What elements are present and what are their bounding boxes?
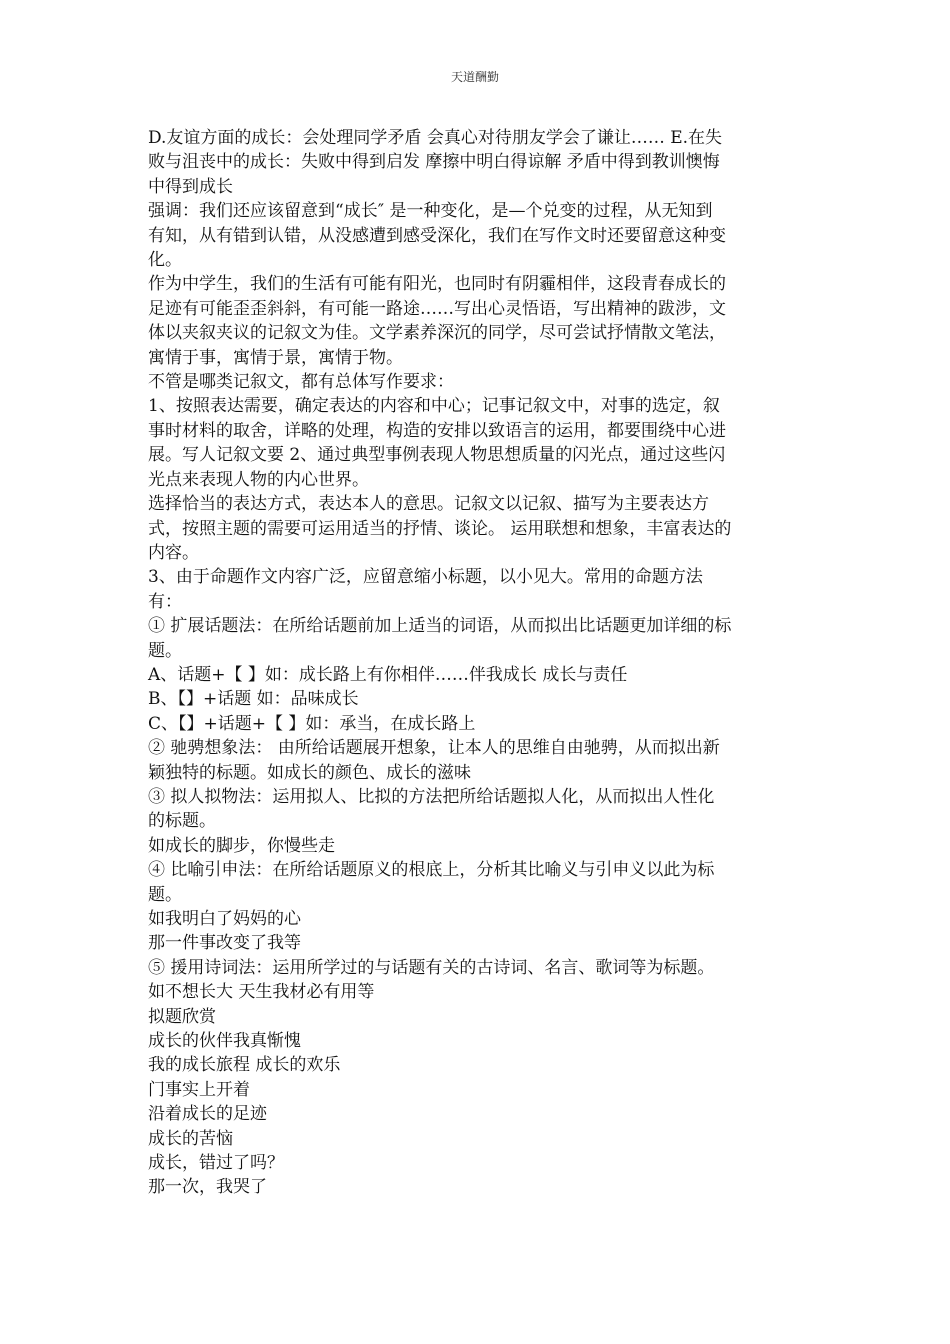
text-line: 门事实上开着 <box>148 1079 250 1100</box>
text-line: ⑤ 援用诗词法：运用所学过的与话题有关的古诗词、名言、歌词等为标题。 <box>148 957 715 978</box>
text-line: ① 扩展话题法：在所给话题前加上适当的词语，从而拟出比话题更加详细的标 <box>148 616 732 637</box>
text-line: 如不想长大 天生我材必有用等 <box>148 982 375 1003</box>
text-line: 题。 <box>148 640 182 661</box>
text-line: C、【】+话题+【 】如：承当，在成长路上 <box>148 713 476 734</box>
text-line: 中得到成长 <box>148 176 233 197</box>
text-line: 我的成长旅程 成长的欢乐 <box>148 1055 341 1076</box>
document-body <box>148 126 808 1200</box>
text-line: 不管是哪类记叙文，都有总体写作要求： <box>148 372 454 393</box>
text-line: 有知，从有错到认错，从没感遭到感受深化，我们在写作文时还要留意这种变 <box>148 225 726 246</box>
text-line: 题。 <box>148 884 182 905</box>
text-line: ④ 比喻引申法：在所给话题原义的根底上，分析其比喻义与引申义以此为标 <box>148 860 715 881</box>
text-line: 成长，错过了吗？ <box>148 1153 284 1174</box>
text-line: ② 驰骋想象法： 由所给话题展开想象，让本人的思维自由驰骋，从而拟出新 <box>148 738 720 759</box>
text-line: ③ 拟人拟物法：运用拟人、比拟的方法把所给话题拟人化，从而拟出人性化 <box>148 786 715 807</box>
text-line: 如成长的脚步，你慢些走 <box>148 835 335 856</box>
text-line: 3、由于命题作文内容广泛，应留意缩小标题，以小见大。常用的命题方法 <box>148 567 703 588</box>
text-line: 败与沮丧中的成长：失败中得到启发 摩擦中明白得谅解 矛盾中得到教训懊悔 <box>148 152 720 173</box>
page-header: 天道酬勤 <box>450 70 499 84</box>
text-line: 拟题欣赏 <box>148 1006 216 1027</box>
text-line: 那一件事改变了我等 <box>148 933 301 954</box>
text-line: 成长的伙伴我真惭愧 <box>148 1031 301 1052</box>
text-line: 1、按照表达需要，确定表达的内容和中心；记事记叙文中，对事的选定，叙 <box>148 396 720 417</box>
text-line: 事时材料的取舍，详略的处理，构造的安排以致语言的运用，都要围绕中心进 <box>148 420 726 441</box>
text-line: 光点来表现人物的内心世界。 <box>148 469 369 490</box>
text-line: 沿着成长的足迹 <box>148 1104 267 1125</box>
text-line: 有： <box>148 591 182 612</box>
text-line: 式，按照主题的需要可运用适当的抒情、谈论。 运用联想和想象，丰富表达的 <box>148 518 732 539</box>
text-line: 如我明白了妈妈的心 <box>148 909 301 929</box>
text-line: 体以夹叙夹议的记叙文为佳。文学素养深沉的同学，尽可尝试抒情散文笔法， <box>148 323 726 344</box>
text-line: 的标题。 <box>148 811 216 832</box>
text-line: 作为中学生，我们的生活有可能有阳光，也同时有阴霾相伴，这段青春成长的 <box>148 274 726 295</box>
text-line: 展。写人记叙文要 2、通过典型事例表现人物思想质量的闪光点，通过这些闪 <box>148 445 726 466</box>
text-line: D.友谊方面的成长：会处理同学矛盾 会真心对待朋友学会了谦让…… E.在失 <box>148 128 723 148</box>
text-line: 颖独特的标题。如成长的颜色、成长的滋味 <box>148 762 471 783</box>
text-line: 那一次，我哭了 <box>148 1177 267 1198</box>
text-line: B、【】+话题 如：品味成长 <box>148 689 359 710</box>
text-line: A、话题+【 】如：成长路上有你相伴……伴我成长 成长与责任 <box>148 664 628 685</box>
text-line: 内容。 <box>148 542 199 563</box>
text-line: 选择恰当的表达方式，表达本人的意思。记叙文以记叙、描写为主要表达方 <box>148 494 709 515</box>
text-line: 化。 <box>148 250 182 271</box>
text-line: 足迹有可能歪歪斜斜，有可能一路途……写出心灵悟语，写出精神的跋涉，文 <box>148 298 726 319</box>
text-line: 成长的苦恼 <box>148 1128 233 1149</box>
text-line: 寓情于事，寓情于景，寓情于物。 <box>148 347 403 368</box>
text-line: 强调：我们还应该留意到“成长″ 是一种变化，是—个兑变的过程，从无知到 <box>148 201 713 222</box>
